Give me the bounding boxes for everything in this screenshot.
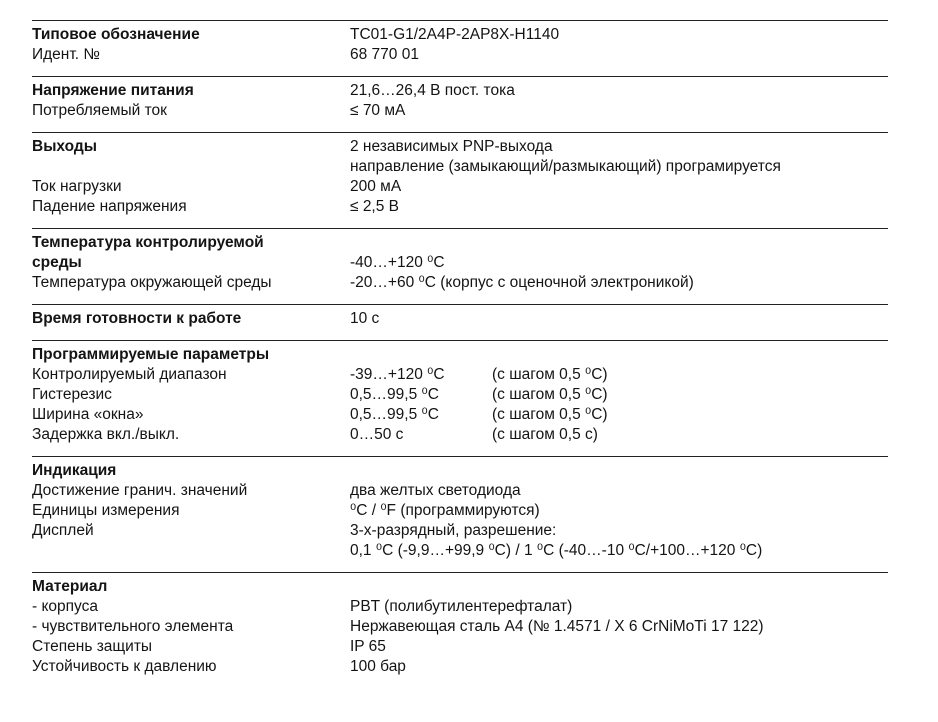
spec-value-line: 2 независимых PNP-выхода (350, 138, 553, 155)
spec-range: 0,5…99,5 ⁰С (350, 386, 439, 403)
spec-value: 68 770 01 (350, 46, 419, 63)
spec-label: Единицы измерения (32, 502, 180, 519)
spec-section-indication (32, 456, 888, 572)
spec-label: Устойчивость к давлению (32, 658, 217, 675)
spec-row (32, 177, 888, 197)
spec-label: Падение напряжения (32, 198, 187, 215)
spec-value (350, 461, 888, 481)
spec-section-programmable (32, 340, 888, 456)
spec-value: IP 65 (350, 638, 386, 655)
spec-row (32, 309, 888, 329)
spec-step-note: (с шагом 0,5 ⁰С) (492, 386, 608, 403)
spec-value: 21,6…26,4 В пост. тока (350, 82, 515, 99)
spec-value (350, 425, 888, 445)
spec-value: ≤ 2,5 В (350, 198, 400, 215)
spec-label: Контролируемый диапазон (32, 366, 227, 383)
spec-label: Время готовности к работе (32, 310, 242, 327)
spec-row (32, 101, 888, 121)
spec-row (32, 577, 888, 597)
spec-label: Выходы (32, 138, 98, 155)
spec-range: 0,5…99,5 ⁰С (350, 406, 439, 423)
spec-label: Температура окружающей среды (32, 274, 272, 291)
spec-value (350, 365, 888, 385)
spec-row (32, 25, 888, 45)
spec-label: Гистерезис (32, 386, 112, 403)
spec-row (32, 521, 888, 561)
spec-label-line: среды (32, 254, 82, 271)
spec-row (32, 461, 888, 481)
spec-row (32, 345, 888, 365)
spec-value: ⁰С / ⁰F (программируются) (350, 502, 540, 519)
spec-label: - корпуса (32, 598, 99, 615)
spec-row (32, 197, 888, 217)
spec-row (32, 637, 888, 657)
spec-value: Нержавеющая сталь А4 (№ 1.4571 / X 6 CrNiMoTi 17 122) (350, 618, 764, 635)
spec-step-note: (с шагом 0,5 ⁰С) (492, 406, 608, 423)
spec-value (350, 233, 888, 273)
spec-value (350, 521, 888, 561)
spec-value: 200 мА (350, 178, 402, 195)
spec-row (32, 273, 888, 293)
spec-label: Достижение гранич. значений (32, 482, 248, 499)
spec-row (32, 405, 888, 425)
spec-row (32, 365, 888, 385)
spec-row (32, 657, 888, 677)
spec-value-line: 3-х-разрядный, разрешение: (350, 522, 557, 539)
spec-section-outputs (32, 132, 888, 228)
spec-value (350, 345, 888, 365)
spec-row (32, 137, 888, 177)
spec-label: Типовое обозначение (32, 26, 200, 43)
spec-label: Программируемые параметры (32, 346, 270, 363)
spec-value: PBT (полибутилентерефталат) (350, 598, 573, 615)
spec-step-note: (с шагом 0,5 с) (492, 426, 598, 443)
spec-label: - чувствительного элемента (32, 618, 234, 635)
spec-value-line: направление (замыкающий/размыкающий) програмируется (350, 158, 781, 175)
spec-row (32, 233, 888, 273)
spec-label: Материал (32, 578, 108, 595)
spec-step-note: (с шагом 0,5 ⁰С) (492, 366, 608, 383)
spec-row (32, 617, 888, 637)
spec-value (350, 577, 888, 597)
spec-label: Напряжение питания (32, 82, 194, 99)
spec-section-material (32, 572, 888, 688)
spec-row (32, 597, 888, 617)
spec-section-power (32, 76, 888, 132)
spec-range: 0…50 с (350, 426, 404, 443)
spec-value-line-empty (350, 233, 888, 253)
spec-table (32, 20, 888, 688)
spec-row (32, 425, 888, 445)
spec-row (32, 81, 888, 101)
spec-label: Степень защиты (32, 638, 153, 655)
spec-section-readiness (32, 304, 888, 340)
spec-value: ≤ 70 мА (350, 102, 406, 119)
spec-range: -39…+120 ⁰С (350, 366, 445, 383)
spec-label: Ширина «окна» (32, 406, 144, 423)
spec-label: Потребляемый ток (32, 102, 167, 119)
spec-label (32, 233, 350, 273)
spec-value (350, 137, 888, 177)
spec-section-identification (32, 20, 888, 76)
spec-value: 10 с (350, 310, 380, 327)
spec-section-temperature (32, 228, 888, 304)
spec-label: Индикация (32, 462, 117, 479)
spec-label: Идент. № (32, 46, 100, 63)
spec-row (32, 45, 888, 65)
spec-row (32, 501, 888, 521)
spec-value: TC01-G1/2A4P-2AP8X-H1140 (350, 26, 560, 43)
spec-row (32, 385, 888, 405)
spec-label: Дисплей (32, 522, 94, 539)
spec-value (350, 385, 888, 405)
spec-value: 100 бар (350, 658, 406, 675)
spec-value: -20…+60 ⁰С (корпус с оценочной электроникой) (350, 274, 694, 291)
spec-label: Ток нагрузки (32, 178, 122, 195)
spec-value-line: -40…+120 ⁰С (350, 254, 445, 271)
spec-value-line: 0,1 ⁰С (-9,9…+99,9 ⁰С) / 1 ⁰С (-40…-10 ⁰С/+100…+120 ⁰С) (350, 542, 763, 559)
spec-label: Задержка вкл./выкл. (32, 426, 180, 443)
spec-row (32, 481, 888, 501)
spec-value: два желтых светодиода (350, 482, 521, 499)
spec-value (350, 405, 888, 425)
spec-label-line: Температура контролируемой (32, 234, 264, 251)
